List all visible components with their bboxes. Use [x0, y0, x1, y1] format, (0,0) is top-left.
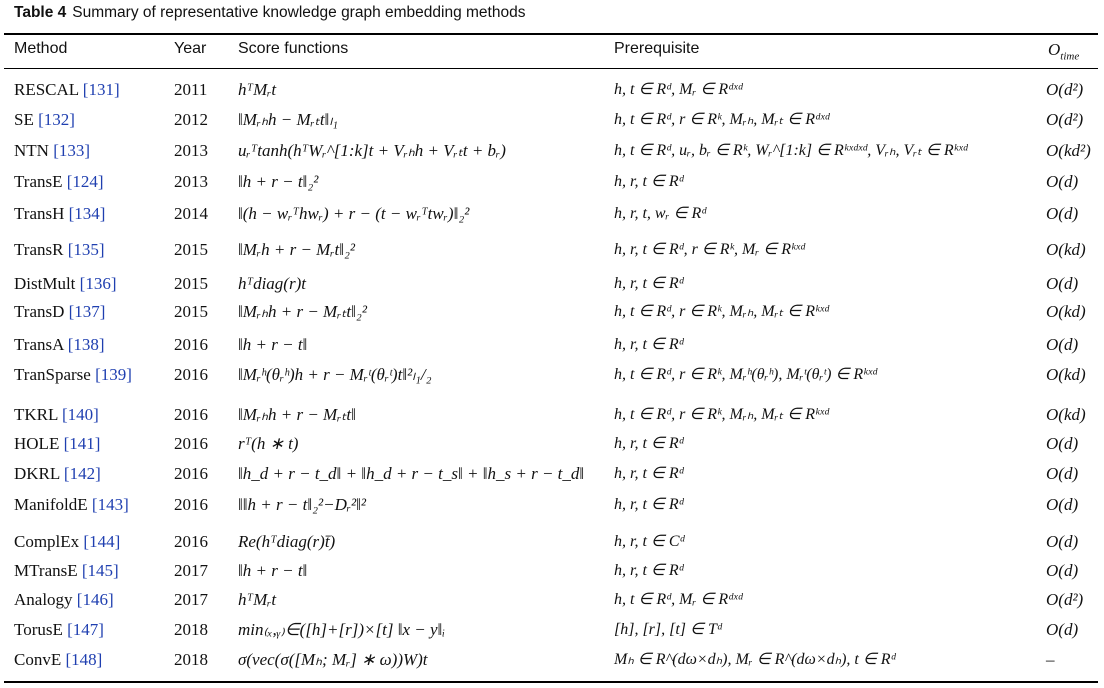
- prerequisite-cell: h, r, t, wᵣ ∈ Rᵈ: [614, 205, 707, 222]
- time-complexity-cell: O(d): [1046, 620, 1079, 639]
- citation-link[interactable]: [131]: [82, 80, 120, 99]
- score-function-cell: ‖h + r − t‖₂²: [238, 172, 319, 191]
- time-complexity-cell: O(d): [1046, 434, 1079, 453]
- header-otime-sub: time: [1060, 50, 1080, 63]
- method-name: TKRL: [14, 405, 63, 424]
- year-cell: 2013: [174, 172, 208, 191]
- score-function-cell: uᵣᵀtanh(hᵀWᵣ^[1:k]t + Vᵣₕh + Vᵣₜt + bᵣ): [238, 141, 506, 160]
- score-function-cell: ‖h + r − t‖: [238, 335, 308, 354]
- prerequisite-cell: h, t ∈ Rᵈ, uᵣ, bᵣ ∈ Rᵏ, Wᵣ^[1:k] ∈ Rᵏˣᵈˣᵈ, Vᵣₕ, Vᵣₜ ∈ Rᵏˣᵈ: [614, 142, 968, 159]
- score-function-cell: ‖‖h + r − t‖₂²−Dᵣ²‖²: [238, 495, 367, 514]
- method-name: NTN: [14, 141, 54, 160]
- citation-link[interactable]: [143]: [91, 495, 129, 514]
- header-rule: [4, 68, 1098, 69]
- year-cell: 2012: [174, 110, 208, 129]
- citation-link[interactable]: [142]: [63, 464, 101, 483]
- citation-link[interactable]: [137]: [68, 302, 106, 321]
- score-function-cell: σ(vec(σ([Mₕ; Mᵣ] ∗ ω))W)t: [238, 650, 428, 669]
- prerequisite-cell: h, t ∈ Rᵈ, r ∈ Rᵏ, Mᵣₕ, Mᵣₜ ∈ Rᵈˣᵈ: [614, 111, 830, 128]
- time-complexity-cell: O(d²): [1046, 110, 1084, 129]
- score-function-cell: ‖Mᵣʰ(θᵣʰ)h + r − Mᵣᵗ(θᵣᵗ)t‖²ₗ₁/₂: [238, 365, 432, 384]
- table-caption: [14, 4, 525, 22]
- citation-link[interactable]: [136]: [79, 274, 117, 293]
- citation-link[interactable]: [138]: [67, 335, 105, 354]
- year-cell: 2016: [174, 532, 208, 551]
- score-function-cell: ‖(h − wᵣᵀhwᵣ) + r − (t − wᵣᵀtwᵣ)‖₂²: [238, 204, 470, 223]
- table-row: [0, 648, 1104, 672]
- time-complexity-cell: O(d²): [1046, 590, 1084, 609]
- prerequisite-cell: h, t ∈ Rᵈ, Mᵣ ∈ Rᵈˣᵈ: [614, 81, 743, 98]
- method-name: ManifoldE: [14, 495, 92, 514]
- table-row: [0, 333, 1104, 357]
- prerequisite-cell: Mₕ ∈ R^(dω×dₕ), Mᵣ ∈ R^(dω×dₕ), t ∈ Rᵈ: [614, 651, 896, 668]
- year-cell: 2018: [174, 620, 208, 639]
- table-row: [0, 170, 1104, 194]
- citation-link[interactable]: [140]: [62, 405, 99, 424]
- time-complexity-cell: O(kd): [1046, 405, 1086, 424]
- citation-link[interactable]: [148]: [65, 650, 103, 669]
- time-complexity-cell: O(d): [1046, 204, 1079, 223]
- year-cell: 2013: [174, 141, 208, 160]
- prerequisite-cell: h, t ∈ Rᵈ, Mᵣ ∈ Rᵈˣᵈ: [614, 591, 743, 608]
- year-cell: 2016: [174, 365, 208, 384]
- citation-link[interactable]: [134]: [68, 204, 106, 223]
- year-cell: 2016: [174, 495, 208, 514]
- year-cell: 2017: [174, 590, 208, 609]
- header-prerequisite: Prerequisite: [614, 40, 700, 57]
- method-cell: [14, 333, 105, 357]
- score-function-cell: Re(hᵀdiag(r)t̄): [238, 532, 336, 551]
- method-name: TranSparse: [14, 365, 96, 384]
- method-cell: [14, 493, 129, 517]
- year-cell: 2017: [174, 561, 208, 580]
- method-cell: [14, 363, 132, 387]
- score-function-cell: ‖h + r − t‖: [238, 561, 308, 580]
- method-name: RESCAL: [14, 80, 83, 99]
- prerequisite-cell: h, r, t ∈ Rᵈ: [614, 173, 684, 190]
- method-cell: [14, 588, 114, 612]
- time-complexity-cell: O(d): [1046, 172, 1079, 191]
- citation-link[interactable]: [146]: [76, 590, 114, 609]
- table-row: [0, 363, 1104, 387]
- bottom-rule: [4, 681, 1098, 683]
- prerequisite-cell: h, r, t ∈ Rᵈ: [614, 336, 684, 353]
- prerequisite-cell: h, r, t ∈ Rᵈ: [614, 562, 684, 579]
- time-complexity-cell: O(d): [1046, 495, 1079, 514]
- score-function-cell: ‖Mᵣₕh + r − Mᵣₜt‖: [238, 405, 356, 424]
- prerequisite-cell: [h], [r], [t] ∈ Tᵈ: [614, 621, 722, 638]
- year-cell: 2016: [174, 405, 208, 424]
- prerequisite-cell: h, r, t ∈ Cᵈ: [614, 533, 685, 550]
- citation-link[interactable]: [144]: [83, 532, 121, 551]
- time-complexity-cell: O(d): [1046, 561, 1079, 580]
- score-function-cell: ‖h_d + r − t_d‖ + ‖h_d + r − t_s‖ + ‖h_s + r − t_d‖: [238, 464, 585, 483]
- year-cell: 2014: [174, 204, 208, 223]
- prerequisite-cell: h, t ∈ Rᵈ, r ∈ Rᵏ, Mᵣʰ(θᵣʰ), Mᵣᵗ(θᵣᵗ) ∈ Rᵏˣᵈ: [614, 366, 878, 383]
- year-cell: 2018: [174, 650, 208, 669]
- citation-link[interactable]: [135]: [67, 240, 105, 259]
- method-name: TransA: [14, 335, 68, 354]
- time-complexity-cell: O(d): [1046, 464, 1079, 483]
- method-cell: [14, 238, 105, 262]
- citation-link[interactable]: [147]: [67, 620, 104, 639]
- time-complexity-cell: O(kd): [1046, 302, 1086, 321]
- time-complexity-cell: O(kd): [1046, 365, 1086, 384]
- prerequisite-cell: h, r, t ∈ Rᵈ: [614, 465, 684, 482]
- method-cell: [14, 272, 116, 296]
- time-complexity-cell: O(d): [1046, 532, 1079, 551]
- method-cell: [14, 648, 102, 672]
- score-function-cell: ‖Mᵣₕh − Mᵣₜt‖ₗ₁: [238, 110, 339, 129]
- time-complexity-cell: O(kd): [1046, 240, 1086, 259]
- method-cell: [14, 432, 100, 456]
- year-cell: 2015: [174, 274, 208, 293]
- header-otime: [1048, 40, 1079, 62]
- score-function-cell: hᵀdiag(r)t: [238, 274, 306, 293]
- prerequisite-cell: h, r, t ∈ Rᵈ: [614, 496, 684, 513]
- table-row: [0, 403, 1104, 427]
- method-name: DistMult: [14, 274, 80, 293]
- year-cell: 2016: [174, 434, 208, 453]
- time-complexity-cell: O(d): [1046, 335, 1079, 354]
- method-cell: [14, 78, 120, 102]
- score-function-cell: hᵀMᵣt: [238, 80, 277, 99]
- year-cell: 2016: [174, 464, 208, 483]
- method-cell: [14, 559, 119, 583]
- citation-link[interactable]: [141]: [63, 434, 101, 453]
- method-cell: [14, 139, 90, 163]
- method-name: TransE: [14, 172, 67, 191]
- method-cell: [14, 530, 120, 554]
- score-function-cell: hᵀMᵣt: [238, 590, 277, 609]
- score-function-cell: ‖Mᵣh + r − Mᵣt‖₂²: [238, 240, 356, 259]
- citation-link[interactable]: [139]: [95, 365, 132, 384]
- prerequisite-cell: h, r, t ∈ Rᵈ: [614, 275, 684, 292]
- method-name: ComplEx: [14, 532, 84, 551]
- method-cell: [14, 462, 101, 486]
- method-cell: [14, 300, 105, 324]
- score-function-cell: ‖Mᵣₕh + r − Mᵣₜt‖₂²: [238, 302, 367, 321]
- prerequisite-cell: h, r, t ∈ Rᵈ, r ∈ Rᵏ, Mᵣ ∈ Rᵏˣᵈ: [614, 241, 805, 258]
- table-title: Summary of representative knowledge graph embedding methods: [72, 4, 526, 21]
- method-name: TransD: [14, 302, 69, 321]
- year-cell: 2016: [174, 335, 208, 354]
- method-name: TransR: [14, 240, 68, 259]
- table-row: [0, 432, 1104, 456]
- table-row: [0, 78, 1104, 102]
- table-row: [0, 272, 1104, 296]
- table-row: [0, 462, 1104, 486]
- year-cell: 2015: [174, 240, 208, 259]
- prerequisite-cell: h, r, t ∈ Rᵈ: [614, 435, 684, 452]
- method-cell: [14, 202, 105, 226]
- method-name: TransH: [14, 204, 69, 223]
- top-rule: [4, 33, 1098, 35]
- time-complexity-cell: O(d²): [1046, 80, 1084, 99]
- header-score-functions: Score functions: [238, 40, 349, 57]
- method-cell: [14, 403, 99, 427]
- table-row: [0, 202, 1104, 226]
- header-method: Method: [14, 40, 68, 57]
- citation-link[interactable]: [132]: [38, 110, 75, 129]
- method-name: HOLE: [14, 434, 64, 453]
- header-year: Year: [174, 40, 207, 57]
- prerequisite-cell: h, t ∈ Rᵈ, r ∈ Rᵏ, Mᵣₕ, Mᵣₜ ∈ Rᵏˣᵈ: [614, 406, 829, 423]
- method-cell: [14, 170, 104, 194]
- method-name: TorusE: [14, 620, 68, 639]
- citation-link[interactable]: [145]: [81, 561, 119, 580]
- citation-link[interactable]: [133]: [53, 141, 91, 160]
- table-row: [0, 618, 1104, 642]
- table-row: [0, 108, 1104, 132]
- table-row: [0, 493, 1104, 517]
- citation-link[interactable]: [124]: [66, 172, 104, 191]
- score-function-cell: rᵀ(h ∗ t): [238, 434, 299, 453]
- table-row: [0, 139, 1104, 163]
- table-row: [0, 238, 1104, 262]
- method-name: Analogy: [14, 590, 77, 609]
- year-cell: 2015: [174, 302, 208, 321]
- method-name: DKRL: [14, 464, 64, 483]
- time-complexity-cell: –: [1046, 650, 1055, 669]
- method-name: SE: [14, 110, 39, 129]
- table-row: [0, 559, 1104, 583]
- year-cell: 2011: [174, 80, 208, 99]
- method-cell: [14, 108, 75, 132]
- prerequisite-cell: h, t ∈ Rᵈ, r ∈ Rᵏ, Mᵣₕ, Mᵣₜ ∈ Rᵏˣᵈ: [614, 303, 829, 320]
- table-label: Table 4: [14, 4, 67, 21]
- method-name: MTransE: [14, 561, 82, 580]
- header-otime-main: O: [1048, 40, 1061, 59]
- time-complexity-cell: O(d): [1046, 274, 1079, 293]
- score-function-cell: min₍ₓ,ᵧ₎∈([h]+[r])×[t] ‖x − y‖ᵢ: [238, 620, 446, 639]
- table-row: [0, 530, 1104, 554]
- method-cell: [14, 618, 104, 642]
- method-name: ConvE: [14, 650, 66, 669]
- table-row: [0, 588, 1104, 612]
- table-row: [0, 300, 1104, 324]
- time-complexity-cell: O(kd²): [1046, 141, 1091, 160]
